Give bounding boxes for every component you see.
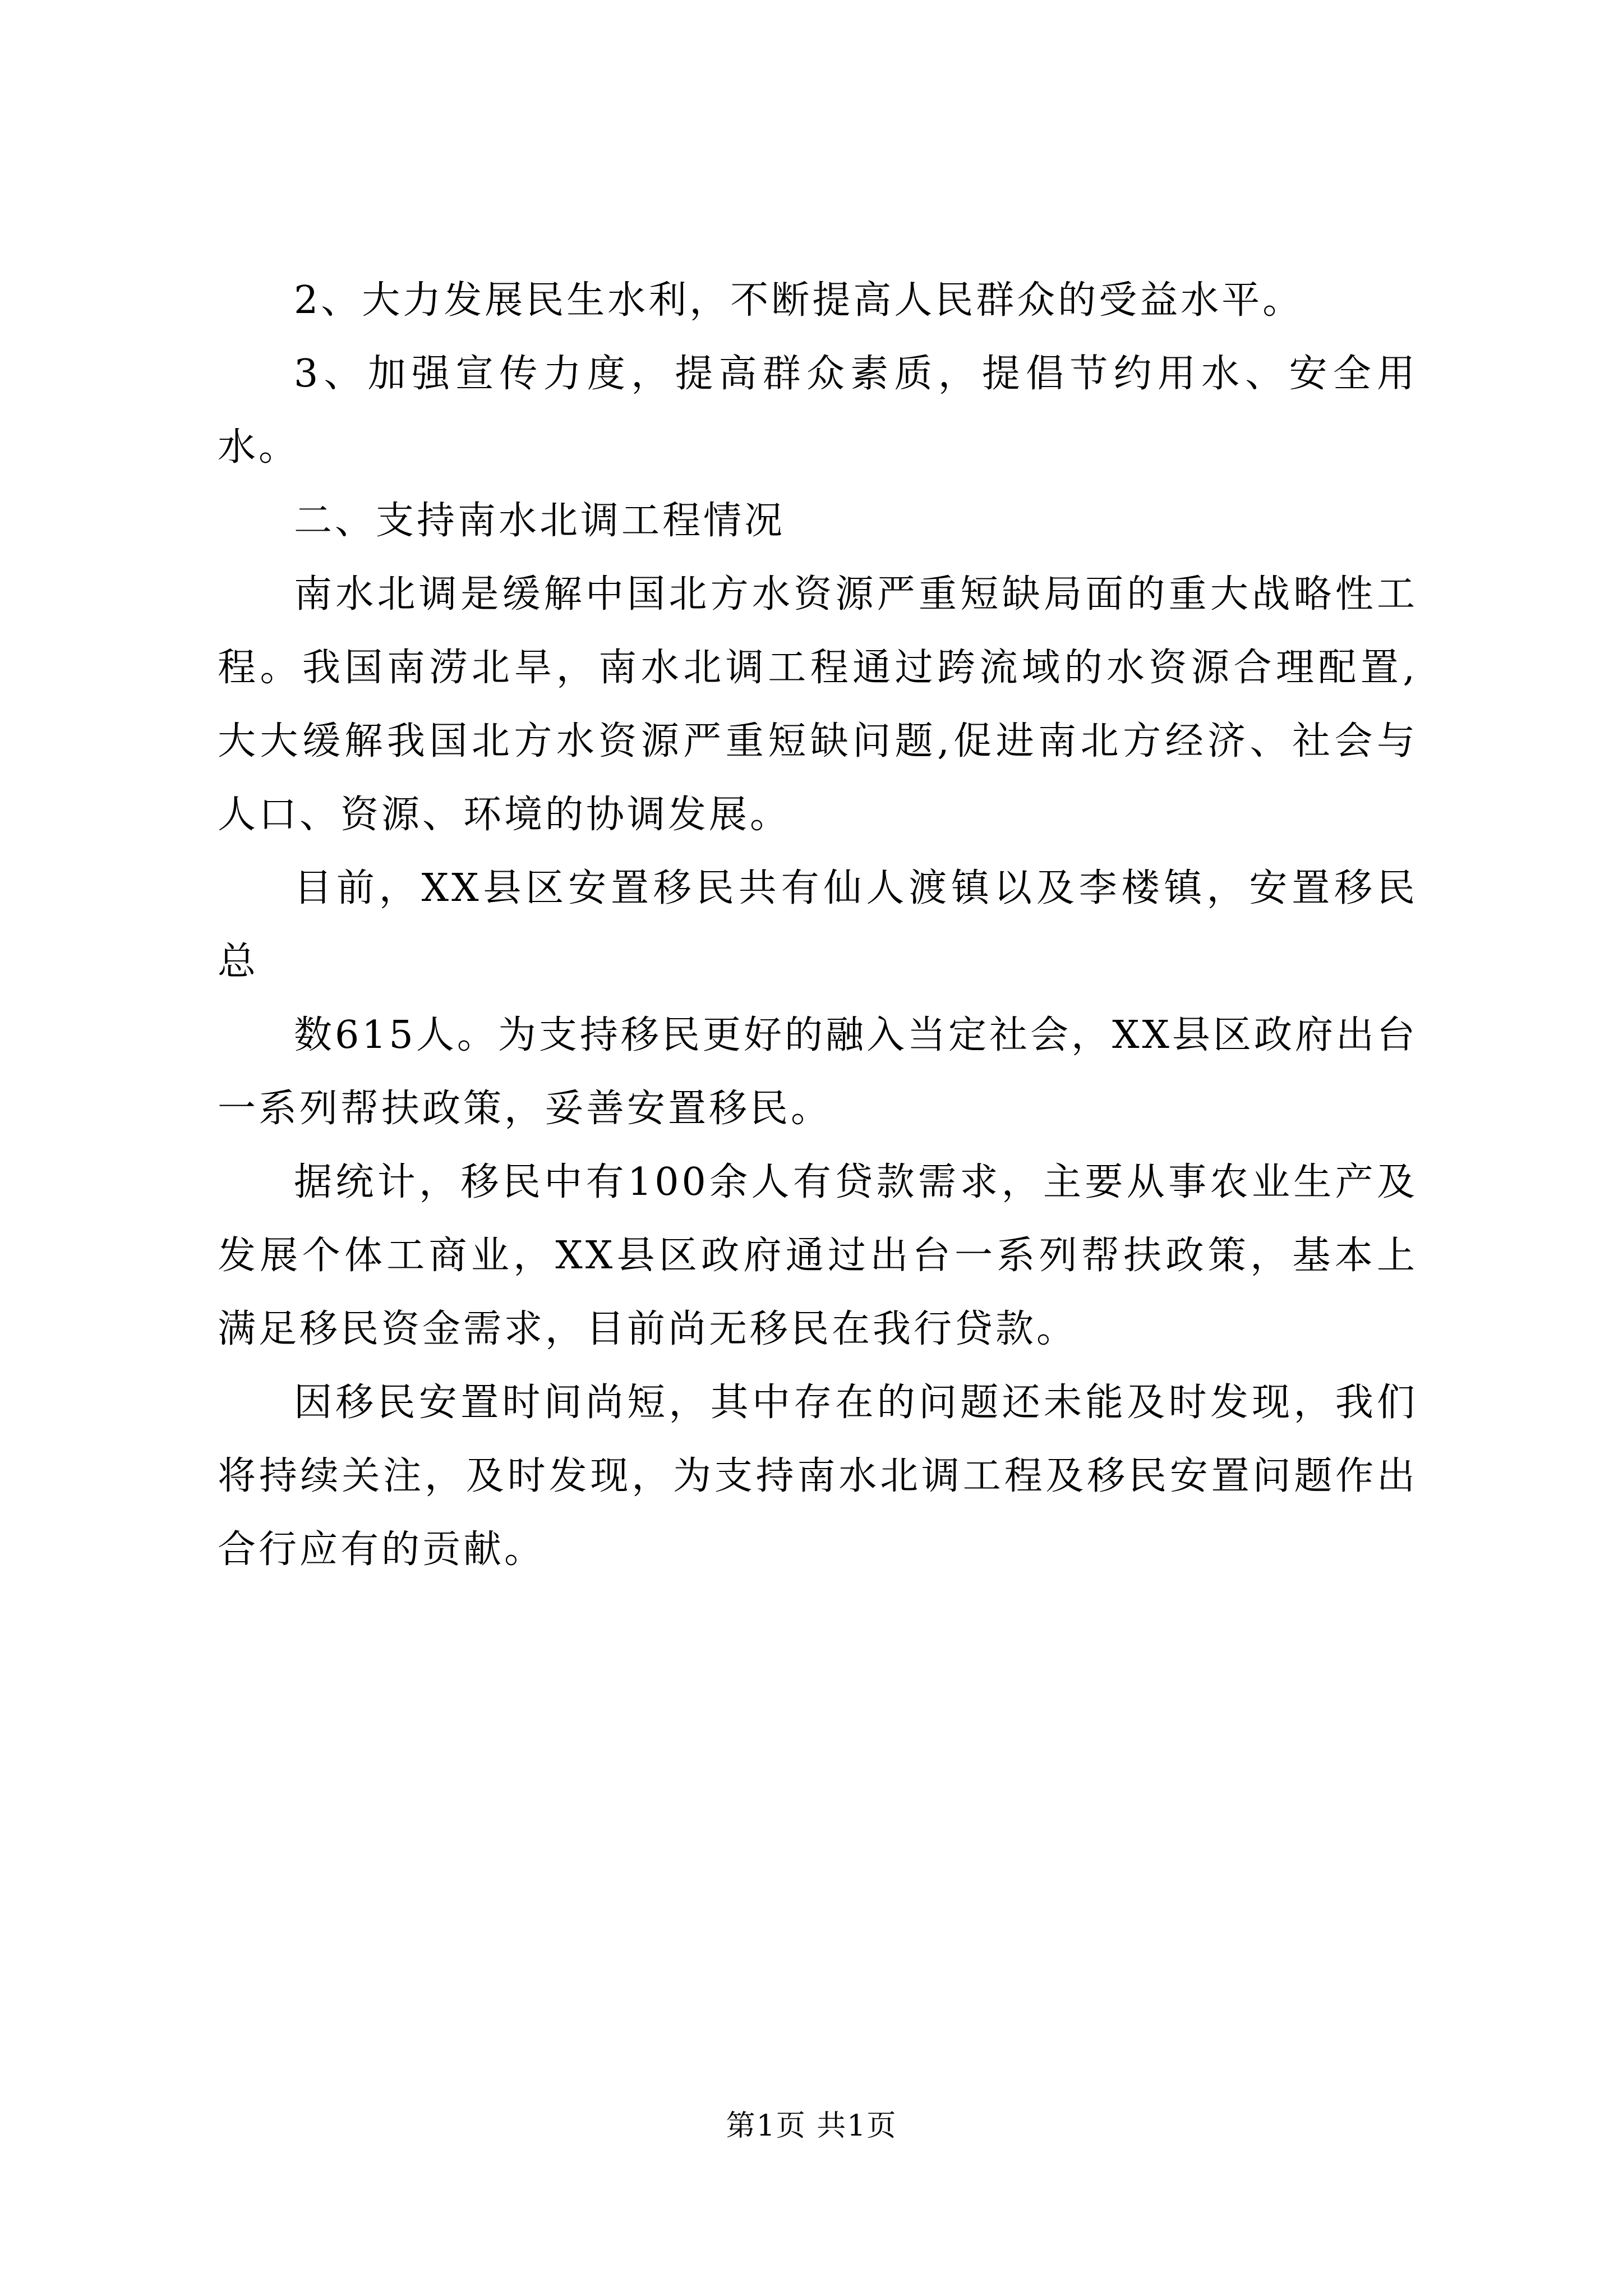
page-number: 第1页 共1页 (726, 2109, 897, 2143)
paragraph-loan-demand: 据统计，移民中有100余人有贷款需求，主要从事农业生产及发展个体工商业，XX县区政府通过出台一系列帮扶政策，基本上满足移民资金需求，目前尚无移民在我行贷款。 (218, 1160, 1418, 1351)
paragraph-resettlement-count: 数615人。为支持移民更好的融入当定社会，XX县区政府出台一系列帮扶政策，妥善安置移民。 (218, 1013, 1418, 1131)
paragraph-water-conservancy: 2、大力发展民生水利，不断提高人民群众的受益水平。 (294, 278, 1304, 323)
paragraph-resettlement-towns: 目前，XX县区安置移民共有仙人渡镇以及李楼镇，安置移民总 (218, 866, 1418, 984)
document-body (218, 264, 1418, 1586)
paragraph-follow-up: 因移民安置时间尚短，其中存在的问题还未能及时发现，我们将持续关注，及时发现，为支持南水北调工程及移民安置问题作出合行应有的贡献。 (218, 1381, 1418, 1572)
section-heading-south-north-water: 二、支持南水北调工程情况 (294, 499, 786, 543)
paragraph-project-overview: 南水北调是缓解中国北方水资源严重短缺局面的重大战略性工程。我国南涝北旱，南水北调工程通过跨流域的水资源合理配置,大大缓解我国北方水资源严重短缺问题,促进南北方经济、社会与人口、资源、环境的协调发展。 (218, 572, 1418, 837)
paragraph-publicity: 3、加强宣传力度，提高群众素质，提倡节约用水、安全用水。 (218, 352, 1418, 470)
